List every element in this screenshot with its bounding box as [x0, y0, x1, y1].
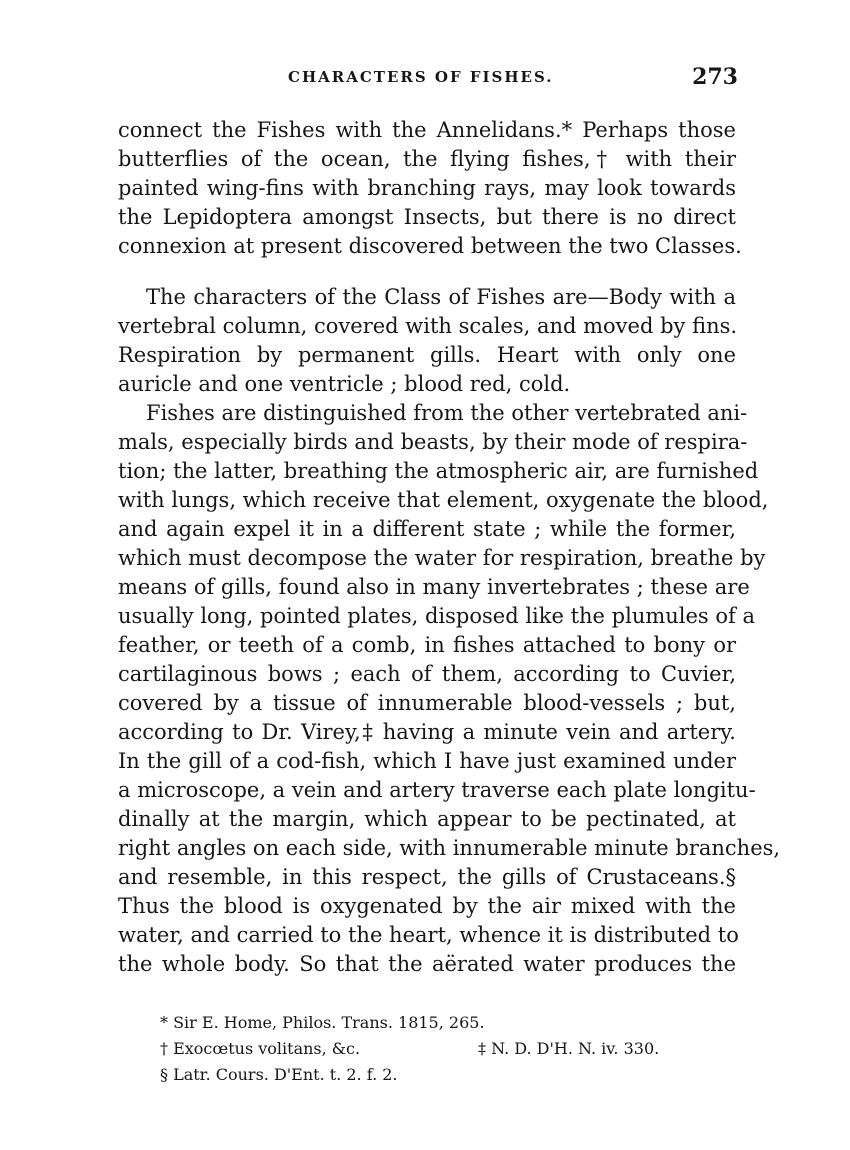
paragraph-2 — [118, 283, 736, 399]
text-line: auricle and one ventricle ; blood red, cold. — [118, 372, 571, 396]
text-line: and resemble, in this respect, the gills of Crustaceans.§ — [118, 865, 736, 889]
text-line: butterflies of the ocean, the flying fishes,† with their — [118, 147, 736, 171]
text-line: and again expel it in a different state ; while the former, — [118, 517, 736, 541]
paragraph-gap — [118, 261, 736, 283]
text-line: a microscope, a vein and artery traverse each plate longitu- — [118, 778, 756, 802]
text-line: with lungs, which receive that element, oxygenate the blood, — [118, 488, 769, 512]
text-line: usually long, pointed plates, disposed like the plumules of a — [118, 604, 755, 628]
footnote-double-dagger: ‡ N. D. D'H. N. iv. 330. — [478, 1039, 660, 1058]
text-line: The characters of the Class of Fishes are—Body with a — [146, 285, 736, 309]
text-line: Respiration by permanent gills. Heart with only one — [118, 343, 736, 367]
text-line: Thus the blood is oxygenated by the air mixed with the — [118, 894, 736, 918]
footnote-star: * Sir E. Home, Philos. Trans. 1815, 265. — [160, 1013, 485, 1032]
text-line: Fishes are distinguished from the other vertebrated ani- — [146, 401, 748, 425]
footnote-dagger: † Exocœtus volitans, &c. — [160, 1039, 361, 1058]
text-line: mals, especially birds and beasts, by their mode of respira- — [118, 430, 748, 454]
paragraph-3 — [118, 399, 781, 979]
footnote-section: § Latr. Cours. D'Ent. t. 2. f. 2. — [160, 1065, 398, 1084]
footnote-row — [160, 1062, 720, 1088]
text-line: right angles on each side, with innumerable minute branches, — [118, 836, 781, 860]
text-line: water, and carried to the heart, whence it is distributed to — [118, 923, 739, 947]
text-line: In the gill of a cod-fish, which I have just examined under — [118, 749, 736, 773]
paragraph-1 — [118, 116, 742, 261]
text-line: vertebral column, covered with scales, and moved by fins. — [118, 314, 738, 338]
page-number: 273 — [692, 64, 738, 90]
running-title: CHARACTERS OF FISHES. — [288, 68, 554, 86]
text-line: which must decompose the water for respiration, breathe by — [118, 546, 766, 570]
footnotes — [160, 1010, 720, 1088]
text-line: according to Dr. Virey,‡ having a minute vein and artery. — [118, 720, 736, 744]
text-line: painted wing-fins with branching rays, may look towards — [118, 176, 736, 200]
running-head — [118, 64, 738, 94]
text-line: the Lepidoptera amongst Insects, but there is no direct — [118, 205, 736, 229]
text-line: covered by a tissue of innumerable blood-vessels ; but, — [118, 691, 736, 715]
text-line: means of gills, found also in many invertebrates ; these are — [118, 575, 750, 599]
text-line: dinally at the margin, which appear to be pectinated, at — [118, 807, 736, 831]
text-line: connexion at present discovered between the two Classes. — [118, 234, 742, 258]
footnote-row — [160, 1036, 720, 1062]
text-line: the whole body. So that the aërated water produces the — [118, 952, 736, 976]
footnote-row — [160, 1010, 720, 1036]
text-line: tion; the latter, breathing the atmospheric air, are furnished — [118, 459, 759, 483]
text-line: cartilaginous bows ; each of them, according to Cuvier, — [118, 662, 736, 686]
text-line: feather, or teeth of a comb, in fishes attached to bony or — [118, 633, 736, 657]
body-text — [118, 116, 781, 979]
text-line: connect the Fishes with the Annelidans.* Perhaps those — [118, 118, 736, 142]
